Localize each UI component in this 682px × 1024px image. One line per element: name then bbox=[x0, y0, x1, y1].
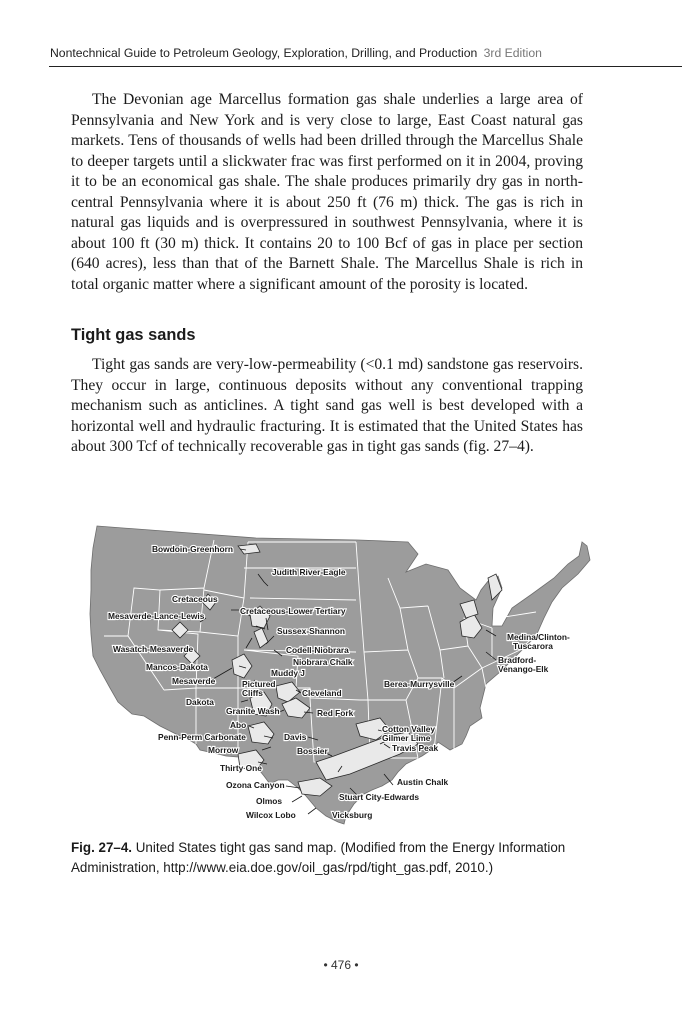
label-ozona-canyon: Ozona Canyon bbox=[226, 780, 285, 790]
label-cretaceous-lower-tertiary: Cretaceous-Lower Tertiary bbox=[240, 606, 346, 616]
label-vicksburg: Vicksburg bbox=[332, 810, 373, 820]
label-wilcox-lobo: Wilcox Lobo bbox=[246, 810, 296, 820]
label-thirty-one: Thirty One bbox=[220, 763, 262, 773]
label-austin-chalk: Austin Chalk bbox=[397, 777, 449, 787]
header-rule bbox=[49, 66, 682, 67]
label-stuart-city-edwards: Stuart City-Edwards bbox=[339, 792, 420, 802]
page-number: • 476 • bbox=[323, 958, 359, 972]
label-pictured: Pictured bbox=[242, 679, 276, 689]
label-mesaverde-lance-lewis: Mesaverde-Lance-Lewis bbox=[108, 611, 205, 621]
section-heading: Tight gas sands bbox=[71, 326, 196, 344]
label-mesaverde: Mesaverde bbox=[172, 676, 216, 686]
label-morrow: Morrow bbox=[208, 745, 239, 755]
label-sussex-shannon: Sussex-Shannon bbox=[277, 626, 345, 636]
book-title: Nontechnical Guide to Petroleum Geology, Exploration, Drilling, and Production bbox=[50, 46, 478, 60]
label-cretaceous: Cretaceous bbox=[172, 594, 218, 604]
label-mancos-dakota: Mancos-Dakota bbox=[146, 662, 208, 672]
label-red-fork: Red Fork bbox=[317, 708, 354, 718]
label-niobrara-chalk: Niobrara Chalk bbox=[293, 657, 353, 667]
label-abo: Abo bbox=[230, 720, 247, 730]
label-bossier: Bossier bbox=[297, 746, 328, 756]
label-cliffs: Cliffs bbox=[242, 688, 263, 698]
label-muddy-j: Muddy J bbox=[271, 668, 305, 678]
paragraph-tight-gas: Tight gas sands are very-low-permeability (<0.1 md) sandstone gas reservoirs. They occur in large, continuous deposits without any conventional trapping mechanism such as anticlines. A tight sand gas well is best developed with a horizontal well and hydraulic fracturing. It is estimated that the United States has about 300 Tcf of technically recoverable gas in tight gas sands (fig. 27–4). bbox=[71, 356, 583, 455]
label-codell-niobrara: Codell-Niobrara bbox=[286, 645, 349, 655]
label-dakota: Dakota bbox=[186, 697, 214, 707]
figure-label: Fig. 27–4. bbox=[71, 840, 133, 855]
running-header bbox=[50, 46, 682, 60]
label-granite-wash: Granite Wash bbox=[226, 706, 280, 716]
label-cleveland: Cleveland bbox=[302, 688, 342, 698]
label-cotton-valley: Cotton Valley bbox=[382, 724, 436, 734]
label-wasatch-mesaverde: Wasatch-Mesaverde bbox=[113, 644, 194, 654]
label-tuscarora: Tuscarora bbox=[513, 641, 553, 651]
label-bradford: Bradford- bbox=[498, 655, 537, 665]
label-berea-murrysville: Berea-Murrysville bbox=[384, 679, 455, 689]
book-edition: 3rd Edition bbox=[483, 46, 542, 60]
label-penn-perm-carbonate: Penn-Perm Carbonate bbox=[158, 732, 246, 742]
label-medina-clinton: Medina/Clinton- bbox=[507, 632, 570, 642]
label-gilmer-lime: Gilmer Lime bbox=[382, 733, 431, 743]
label-travis-peak: Travis Peak bbox=[392, 743, 439, 753]
label-davis: Davis bbox=[284, 732, 307, 742]
us-tight-gas-map bbox=[88, 518, 594, 828]
label-olmos: Olmos bbox=[256, 796, 283, 806]
label-judith-river-eagle: Judith River-Eagle bbox=[272, 567, 346, 577]
figure-caption bbox=[71, 838, 591, 878]
label-bowdoin-greenhorn: Bowdoin-Greenhorn bbox=[152, 544, 233, 554]
paragraph-marcellus: The Devonian age Marcellus formation gas shale underlies a large area of Pennsylvania and New York and is very close to large, East Coast natural gas markets. Tens of thousands of wells had been drilled through the Marcellus Shale to deeper targets until a slickwater frac was first performed on it in 2004, proving it to be an economical gas shale. The shale produces primarily dry gas in north-central Pennsylvania where it is about 250 ft (76 m) thick. The gas is rich in natural gas liquids and is overpressured in southwest Pennsylvania, where it is about 100 ft (30 m) thick. It contains 20 to 100 Bcf of gas in place per section (640 acres), less than that of the Barnett Shale. The Marcellus Shale is rich in total organic matter where a significant amount of the porosity is located. bbox=[71, 91, 583, 293]
figure-caption-text: United States tight gas sand map. (Modified from the Energy Information Administration, http://www.eia.doe.gov/oil_gas/rpd/tight_gas.pdf, 2010.) bbox=[71, 840, 566, 875]
label-venango-elk: Venango-Elk bbox=[498, 664, 549, 674]
